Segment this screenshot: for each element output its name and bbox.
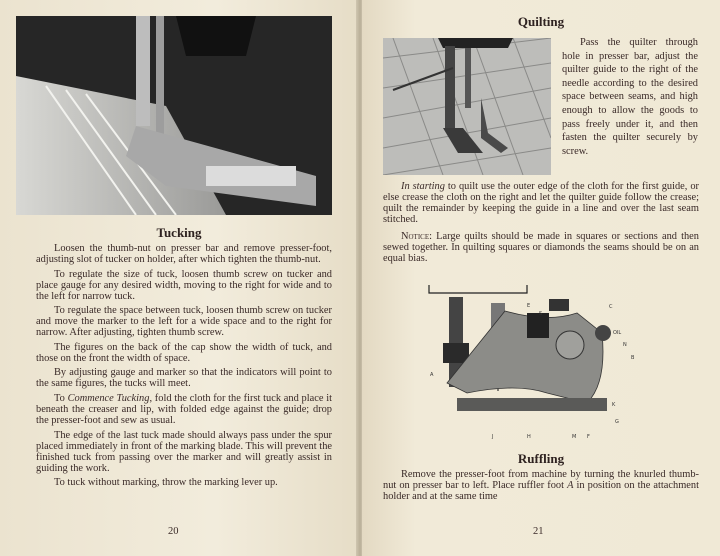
ruffling-body: [383, 469, 699, 506]
label-J: J: [492, 434, 494, 440]
tucking-body: [36, 243, 332, 492]
label-C: C: [609, 304, 613, 310]
italic-text: In starting: [401, 181, 445, 192]
paragraph: The edge of the last tuck made should always pass under the spur placed immediately in front of the marking blade. This will prevent the finished tuck from passing over the marker and will greatly assist in guiding the work.: [36, 429, 332, 474]
label-K: K: [612, 402, 616, 408]
quilter-photo: [383, 38, 551, 175]
paragraph: Loosen the thumb-nut on presser bar and remove presser-foot, adjusting slot of tucker on holder, after which tighten the thumb-nut.: [36, 243, 332, 265]
paragraph: To regulate the space between tuck, loosen thumb screw on tucker and move the marker to the left for a wide space and to the right for narrow. After adjusting, tighten thumb screw.: [36, 305, 332, 339]
paragraph-commence: [36, 393, 332, 426]
page-20: [0, 0, 358, 556]
text: To: [54, 392, 68, 404]
paragraph: The figures on the back of the cap show the width of tuck, and those on the front the width of space.: [36, 341, 332, 364]
heading-ruffling: Ruffling: [517, 451, 565, 466]
ruffler-diagram: [427, 283, 647, 445]
heading-tucking: Tucking: [156, 225, 202, 240]
label-H: H: [527, 434, 531, 440]
quilting-body: [383, 181, 699, 268]
text: , fold the cloth for the first tuck and place it beneath the creaser and lip, with folded edge against the guide; drop the presser-foot and sew as usual.: [36, 392, 333, 426]
label-F: F: [587, 434, 590, 440]
text: Remove the presser-foot from machine by turning the knurled thumb-nut on presser bar to left. Place ruffler foot: [383, 469, 699, 491]
notice-label: Notice:: [401, 231, 432, 242]
italic-text: A: [567, 480, 574, 491]
paragraph: Pass the quilter through hole in presser bar, adjust the quilter guide to the right of the needle according to the desired space between seams, and high enough to allow the goods to pass freely under it, and then fasten the quilter securely by screw.: [562, 37, 698, 157]
page-21: [362, 0, 720, 556]
tucker-photo: [16, 16, 332, 215]
italic-text: Commence Tucking: [67, 392, 150, 404]
paragraph-ruffling: [383, 469, 699, 502]
text: in position on the attachment holder and at the same time: [383, 480, 699, 502]
text: to quilt use the outer edge of the cloth for the first guide, or else crease the cloth on the right and let the quilter guide follow the crease; quilt the remainder by keeping the guide in a line and over the last seam stitched.: [383, 181, 699, 225]
label-M: M: [572, 434, 577, 440]
label-A: A: [430, 372, 434, 378]
paragraph: To regulate the size of tuck, loosen thumb screw on tucker and place gauge for any desired width, moving to the right for wide and to the left for narrow tuck.: [36, 268, 332, 302]
label-B: B: [631, 355, 635, 361]
heading-quilting: Quilting: [517, 14, 565, 29]
paragraph: By adjusting gauge and marker so that the indicators will point to the same figures, the tucks will meet.: [36, 367, 332, 390]
text: Large quilts should be made in squares or sections and then sewed together. In quilting squares or diamonds the seams should be on an equal bias.: [383, 231, 699, 264]
page-number: 20: [168, 526, 179, 537]
label-E: E: [527, 303, 531, 309]
label-OIL: OIL: [613, 330, 622, 336]
label-S: S: [539, 311, 543, 317]
paragraph-starting: [383, 181, 699, 225]
paragraph: To tuck without marking, throw the marking lever up.: [54, 477, 278, 489]
label-N: N: [623, 342, 627, 348]
paragraph-notice: [383, 231, 699, 264]
page-number: 21: [533, 526, 544, 537]
quilting-side-text: [562, 36, 698, 162]
label-G: G: [615, 419, 619, 425]
